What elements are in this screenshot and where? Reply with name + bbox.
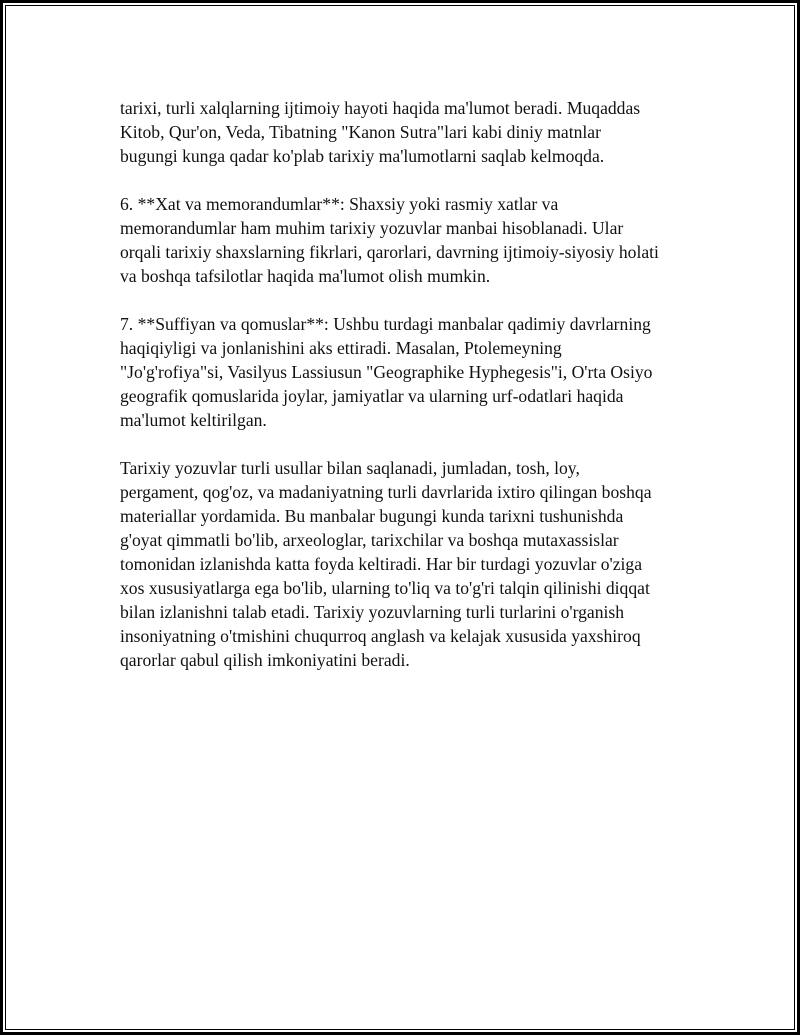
text-line: bugungi kunga qadar ko'plab tarixiy ma'lumotlarni saqlab kelmoqda.: [120, 146, 605, 166]
text-line: qarorlar qabul qilish imkoniyatini beradi.: [120, 650, 410, 670]
text-line: g'oyat qimmatli bo'lib, arxeologlar, tarixchilar va boshqa mutaxassislar: [120, 530, 619, 550]
text-line: geografik qomuslarida joylar, jamiyatlar va ularning urf-odatlari haqida: [120, 386, 624, 406]
text-line: 7. **Suffiyan va qomuslar**: Ushbu turdagi manbalar qadimiy davrlarning: [120, 314, 651, 334]
text-line: insoniyatning o'tmishini chuqurroq anglash va kelajak xususida yaxshiroq: [120, 626, 641, 646]
text-line: Kitob, Qur'on, Veda, Tibatning "Kanon Sutra"lari kabi diniy matnlar: [120, 122, 601, 142]
paragraph-letters-memorandums: [120, 192, 700, 288]
text-line: "Jo'g'rofiya"si, Vasilyus Lassiusun "Geographike Hyphegesis"i, O'rta Osiyo: [120, 362, 653, 382]
text-line: ma'lumot keltirilgan.: [120, 410, 267, 430]
text-line: tomonidan izlanishda katta foyda keltiradi. Har bir turdagi yozuvlar o'ziga: [120, 554, 643, 574]
paragraph-religious-texts: [120, 96, 700, 168]
text-line: Tarixiy yozuvlar turli usullar bilan saqlanadi, jumladan, tosh, loy,: [120, 458, 580, 478]
paragraph-conclusion: [120, 456, 700, 672]
text-line: bilan izlanishni talab etadi. Tarixiy yozuvlarning turli turlarini o'rganish: [120, 602, 625, 622]
text-line: materiallar yordamida. Bu manbalar bugungi kunda tarixni tushunishda: [120, 506, 624, 526]
text-line: orqali tarixiy shaxslarning fikrlari, qarorlari, davrning ijtimoiy-siyosiy holati: [120, 242, 659, 262]
document-body: [120, 96, 700, 696]
text-line: tarixi, turli xalqlarning ijtimoiy hayoti haqida ma'lumot beradi. Muqaddas: [120, 98, 641, 118]
text-line: 6. **Xat va memorandumlar**: Shaxsiy yoki rasmiy xatlar va: [120, 194, 559, 214]
text-line: xos xususiyatlarga ega bo'lib, ularning to'liq va to'g'ri talqin qilinishi diqqat: [120, 578, 650, 598]
text-line: pergament, qog'oz, va madaniyatning turli davrlarida ixtiro qilingan boshqa: [120, 482, 652, 502]
text-line: va boshqa tafsilotlar haqida ma'lumot olish mumkin.: [120, 266, 491, 286]
paragraph-encyclopedias: [120, 312, 700, 432]
text-line: haqiqiyligi va jonlanishini aks ettiradi. Masalan, Ptolemeyning: [120, 338, 562, 358]
text-line: memorandumlar ham muhim tarixiy yozuvlar manbai hisoblanadi. Ular: [120, 218, 624, 238]
